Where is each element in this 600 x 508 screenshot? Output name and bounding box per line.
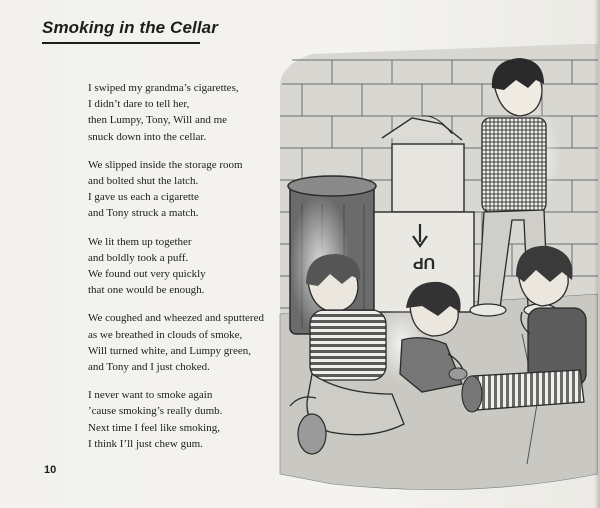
poem-line: I think I’ll just chew gum. [88,437,203,450]
poem-line: We coughed and wheezed and sputtered [88,312,264,325]
poem-line: and boldly took a puff. [88,251,189,264]
poem-line: ’cause smoking’s really dumb. [88,405,223,418]
poem-line: and bolted shut the latch. [88,175,199,188]
poem-line: that one would be enough. [88,284,205,297]
poem-line: and Tony and I just choked. [88,361,210,374]
poem-line: as we breathed in clouds of smoke, [88,328,243,341]
poem-line: I gave us each a cigarette [88,191,199,204]
poem-line: snuck down into the cellar. [88,130,207,143]
poem-line: We lit them up together [88,235,192,248]
stanza [88,387,288,452]
stanza [88,80,288,145]
poem-title: Smoking in the Cellar [42,18,200,44]
poem-line: then Lumpy, Tony, Will and me [88,114,228,127]
stanza [88,310,288,375]
stanza [88,234,288,299]
poem-body [88,80,288,464]
page-gutter-shadow [594,0,600,508]
poem-line: I didn’t dare to tell her, [88,98,190,111]
poem-line: I never want to smoke again [88,389,213,402]
box-up-label: UP [412,254,436,271]
stanza [88,157,288,222]
poem-line: We found out very quickly [88,268,206,281]
poem-line: and Tony struck a match. [88,207,199,220]
poem-line: Next time I feel like smoking, [88,421,220,434]
poem-line: We slipped inside the storage room [88,158,243,171]
poem-line: Will turned white, and Lumpy green, [88,344,251,357]
poem-line: I swiped my grandma’s cigarettes, [88,82,239,94]
cellar-illustration [272,44,598,506]
page-number: 10 [44,464,57,476]
